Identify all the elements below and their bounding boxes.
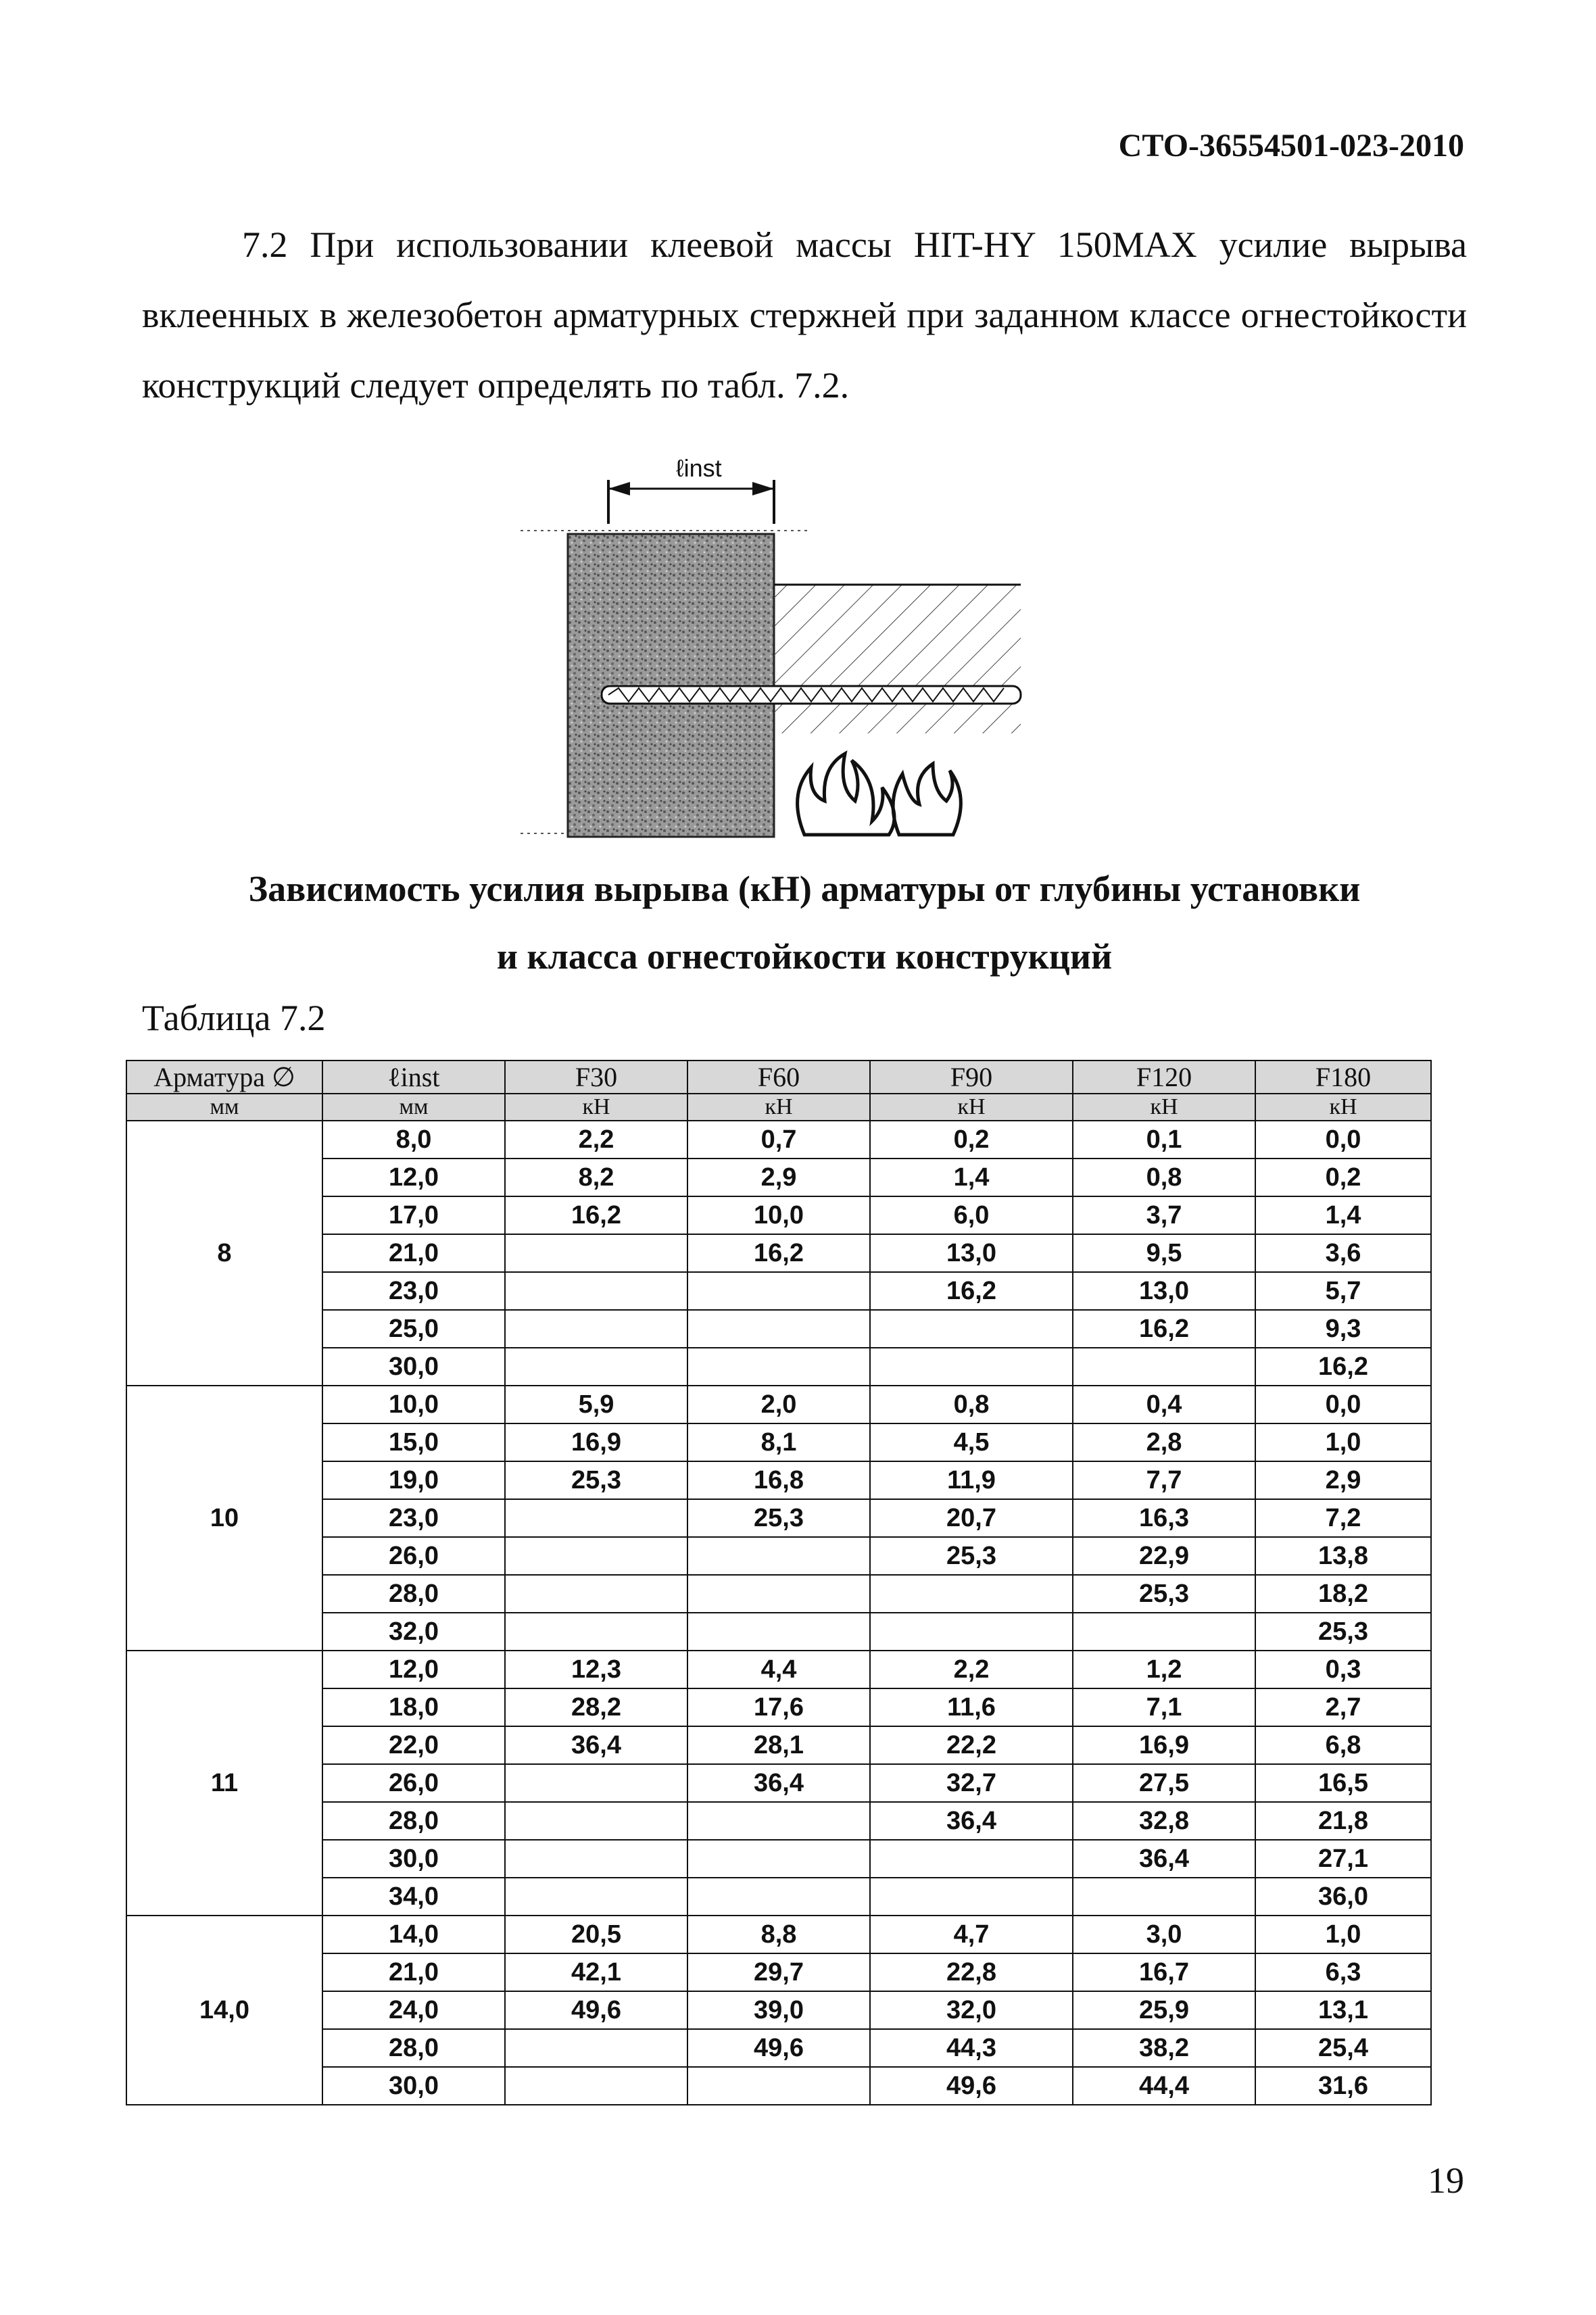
force-cell: 6,3 — [1255, 1953, 1431, 1991]
force-cell: 21,8 — [1255, 1802, 1431, 1840]
force-cell: 49,6 — [870, 2067, 1073, 2105]
force-cell: 16,7 — [1073, 1953, 1255, 1991]
force-cell: 25,4 — [1255, 2029, 1431, 2067]
depth-cell: 19,0 — [322, 1461, 505, 1499]
force-cell: 7,2 — [1255, 1499, 1431, 1537]
force-cell: 28,2 — [505, 1688, 687, 1726]
force-cell: 0,8 — [1073, 1159, 1255, 1196]
table-row — [126, 1121, 1431, 1159]
body-paragraph: 7.2 При использовании клеевой массы HIT-HY 150MAX усилие вырыва вклеенных в железобетон арматурных стержней при заданном классе огнестойкости конструкций следует определять по табл. 7.2. — [142, 224, 1467, 406]
force-cell: 3,6 — [1255, 1234, 1431, 1272]
force-cell: 2,2 — [505, 1121, 687, 1159]
force-cell — [687, 1878, 870, 1916]
anchor-diagram — [521, 449, 1048, 848]
table-row — [126, 1423, 1431, 1461]
table-row — [126, 1878, 1431, 1916]
force-cell: 22,9 — [1073, 1537, 1255, 1575]
depth-cell: 24,0 — [322, 1991, 505, 2029]
force-cell: 22,8 — [870, 1953, 1073, 1991]
force-cell: 5,9 — [505, 1386, 687, 1423]
force-cell — [687, 1802, 870, 1840]
force-cell: 25,3 — [1255, 1613, 1431, 1651]
table-row — [126, 1953, 1431, 1991]
force-cell: 7,7 — [1073, 1461, 1255, 1499]
page-number: 19 — [1428, 2160, 1464, 2201]
unit-cell: кН — [505, 1094, 687, 1121]
force-cell — [505, 1272, 687, 1310]
force-cell: 1,2 — [1073, 1651, 1255, 1688]
table-row — [126, 1272, 1431, 1310]
force-cell: 2,2 — [870, 1651, 1073, 1688]
table-row — [126, 1764, 1431, 1802]
force-cell: 6,8 — [1255, 1726, 1431, 1764]
header-cell: F30 — [505, 1061, 687, 1094]
force-cell: 16,2 — [687, 1234, 870, 1272]
force-cell: 22,2 — [870, 1726, 1073, 1764]
force-cell — [687, 1537, 870, 1575]
force-cell: 16,2 — [505, 1196, 687, 1234]
force-cell — [870, 1613, 1073, 1651]
force-cell: 29,7 — [687, 1953, 870, 1991]
table-row — [126, 1575, 1431, 1613]
force-cell: 8,8 — [687, 1916, 870, 1953]
force-cell: 27,1 — [1255, 1840, 1431, 1878]
force-cell: 36,0 — [1255, 1878, 1431, 1916]
force-cell: 1,4 — [870, 1159, 1073, 1196]
force-cell: 49,6 — [687, 2029, 870, 2067]
force-cell — [505, 1499, 687, 1537]
force-cell: 6,0 — [870, 1196, 1073, 1234]
depth-cell: 12,0 — [322, 1651, 505, 1688]
force-cell — [505, 1575, 687, 1613]
depth-cell: 23,0 — [322, 1499, 505, 1537]
force-cell: 25,3 — [505, 1461, 687, 1499]
force-cell — [505, 1537, 687, 1575]
force-cell: 27,5 — [1073, 1764, 1255, 1802]
diameter-cell: 11 — [126, 1651, 322, 1916]
force-cell: 28,1 — [687, 1726, 870, 1764]
diameter-cell: 8 — [126, 1121, 322, 1386]
force-cell: 16,2 — [1255, 1348, 1431, 1386]
force-cell: 4,5 — [870, 1423, 1073, 1461]
force-cell: 2,0 — [687, 1386, 870, 1423]
dimension-label: ℓinst — [676, 454, 722, 482]
force-cell: 18,2 — [1255, 1575, 1431, 1613]
header-cell: ℓinst — [322, 1061, 505, 1094]
force-cell: 16,2 — [870, 1272, 1073, 1310]
depth-cell: 25,0 — [322, 1310, 505, 1348]
force-cell — [687, 1840, 870, 1878]
force-cell: 25,3 — [687, 1499, 870, 1537]
force-cell: 32,0 — [870, 1991, 1073, 2029]
force-cell: 10,0 — [687, 1196, 870, 1234]
force-cell: 12,3 — [505, 1651, 687, 1688]
force-cell: 4,7 — [870, 1916, 1073, 1953]
depth-cell: 28,0 — [322, 1802, 505, 1840]
force-cell: 0,0 — [1255, 1386, 1431, 1423]
table-row — [126, 1916, 1431, 1953]
force-cell: 31,6 — [1255, 2067, 1431, 2105]
document-code: СТО-36554501-023-2010 — [1118, 128, 1464, 164]
force-cell: 11,9 — [870, 1461, 1073, 1499]
depth-cell: 22,0 — [322, 1726, 505, 1764]
table-row — [126, 1688, 1431, 1726]
force-cell: 44,4 — [1073, 2067, 1255, 2105]
units-row — [126, 1094, 1431, 1121]
force-cell: 16,3 — [1073, 1499, 1255, 1537]
force-cell — [505, 2029, 687, 2067]
table-row — [126, 1991, 1431, 2029]
pullout-force-table — [126, 1060, 1432, 2105]
header-cell: F60 — [687, 1061, 870, 1094]
force-cell — [505, 2067, 687, 2105]
force-cell: 16,8 — [687, 1461, 870, 1499]
force-cell: 16,5 — [1255, 1764, 1431, 1802]
header-cell: F90 — [870, 1061, 1073, 1094]
force-cell: 39,0 — [687, 1991, 870, 2029]
table-row — [126, 1348, 1431, 1386]
force-cell: 13,1 — [1255, 1991, 1431, 2029]
force-cell: 38,2 — [1073, 2029, 1255, 2067]
depth-cell: 30,0 — [322, 1840, 505, 1878]
force-cell — [870, 1575, 1073, 1613]
force-cell — [505, 1310, 687, 1348]
caption-line-1: Зависимость усилия вырыва (кН) арматуры от глубины установки — [248, 869, 1361, 909]
header-cell: F120 — [1073, 1061, 1255, 1094]
force-cell — [505, 1613, 687, 1651]
force-cell: 9,3 — [1255, 1310, 1431, 1348]
force-cell: 8,1 — [687, 1423, 870, 1461]
header-cell: Арматура ∅ — [126, 1061, 322, 1094]
header-cell: F180 — [1255, 1061, 1431, 1094]
depth-cell: 12,0 — [322, 1159, 505, 1196]
force-cell: 8,2 — [505, 1159, 687, 1196]
force-cell: 13,0 — [1073, 1272, 1255, 1310]
force-cell — [870, 1840, 1073, 1878]
table-row — [126, 1461, 1431, 1499]
force-cell: 16,2 — [1073, 1310, 1255, 1348]
table-row — [126, 1234, 1431, 1272]
force-cell: 25,9 — [1073, 1991, 1255, 2029]
table-row — [126, 1499, 1431, 1537]
force-cell: 0,8 — [870, 1386, 1073, 1423]
force-cell: 42,1 — [505, 1953, 687, 1991]
force-cell — [505, 1348, 687, 1386]
force-cell — [687, 1348, 870, 1386]
force-cell: 2,8 — [1073, 1423, 1255, 1461]
table-row — [126, 1651, 1431, 1688]
force-cell: 32,7 — [870, 1764, 1073, 1802]
force-cell: 32,8 — [1073, 1802, 1255, 1840]
table-row — [126, 1613, 1431, 1651]
table-body — [126, 1121, 1431, 2105]
force-cell — [870, 1348, 1073, 1386]
unit-cell: мм — [126, 1094, 322, 1121]
force-cell: 36,4 — [870, 1802, 1073, 1840]
force-cell: 25,3 — [870, 1537, 1073, 1575]
force-cell — [1073, 1878, 1255, 1916]
table-row — [126, 1159, 1431, 1196]
force-cell — [870, 1878, 1073, 1916]
depth-cell: 8,0 — [322, 1121, 505, 1159]
depth-cell: 10,0 — [322, 1386, 505, 1423]
depth-cell: 15,0 — [322, 1423, 505, 1461]
force-cell: 16,9 — [1073, 1726, 1255, 1764]
force-cell: 7,1 — [1073, 1688, 1255, 1726]
force-cell — [687, 1613, 870, 1651]
force-cell — [505, 1878, 687, 1916]
table-label: Таблица 7.2 — [142, 998, 326, 1038]
table-row — [126, 1840, 1431, 1878]
force-cell: 0,1 — [1073, 1121, 1255, 1159]
force-cell: 25,3 — [1073, 1575, 1255, 1613]
caption-line-2: и класса огнестойкости конструкций — [496, 936, 1113, 977]
depth-cell: 21,0 — [322, 1953, 505, 1991]
force-cell — [870, 1310, 1073, 1348]
force-cell: 1,0 — [1255, 1423, 1431, 1461]
unit-cell: кН — [870, 1094, 1073, 1121]
force-cell — [687, 1272, 870, 1310]
force-cell: 13,0 — [870, 1234, 1073, 1272]
force-cell: 3,0 — [1073, 1916, 1255, 1953]
force-cell — [687, 2067, 870, 2105]
depth-cell: 30,0 — [322, 2067, 505, 2105]
force-cell: 36,4 — [1073, 1840, 1255, 1878]
table-row — [126, 1196, 1431, 1234]
force-cell — [1073, 1348, 1255, 1386]
depth-cell: 30,0 — [322, 1348, 505, 1386]
depth-cell: 21,0 — [322, 1234, 505, 1272]
table-row — [126, 2067, 1431, 2105]
force-cell: 1,4 — [1255, 1196, 1431, 1234]
force-cell: 5,7 — [1255, 1272, 1431, 1310]
depth-cell: 26,0 — [322, 1764, 505, 1802]
force-cell: 3,7 — [1073, 1196, 1255, 1234]
force-cell: 36,4 — [505, 1726, 687, 1764]
depth-cell: 17,0 — [322, 1196, 505, 1234]
depth-cell: 28,0 — [322, 1575, 505, 1613]
force-cell: 20,5 — [505, 1916, 687, 1953]
table-row — [126, 1310, 1431, 1348]
force-cell: 9,5 — [1073, 1234, 1255, 1272]
depth-cell: 23,0 — [322, 1272, 505, 1310]
force-cell: 0,7 — [687, 1121, 870, 1159]
force-cell: 16,9 — [505, 1423, 687, 1461]
depth-cell: 34,0 — [322, 1878, 505, 1916]
force-cell: 2,7 — [1255, 1688, 1431, 1726]
force-cell — [505, 1840, 687, 1878]
force-cell: 17,6 — [687, 1688, 870, 1726]
force-cell: 2,9 — [687, 1159, 870, 1196]
table-row — [126, 1537, 1431, 1575]
force-cell: 0,0 — [1255, 1121, 1431, 1159]
force-cell: 11,6 — [870, 1688, 1073, 1726]
table-row — [126, 1386, 1431, 1423]
force-cell: 36,4 — [687, 1764, 870, 1802]
depth-cell: 14,0 — [322, 1916, 505, 1953]
force-cell: 13,8 — [1255, 1537, 1431, 1575]
force-cell: 49,6 — [505, 1991, 687, 2029]
unit-cell: кН — [1073, 1094, 1255, 1121]
installation-diagram-svg — [521, 449, 1048, 848]
diameter-cell: 14,0 — [126, 1916, 322, 2105]
depth-cell: 18,0 — [322, 1688, 505, 1726]
header-row — [126, 1061, 1431, 1094]
force-cell: 2,9 — [1255, 1461, 1431, 1499]
force-cell — [1073, 1613, 1255, 1651]
force-cell: 0,3 — [1255, 1651, 1431, 1688]
force-cell — [687, 1310, 870, 1348]
force-cell — [505, 1764, 687, 1802]
force-cell — [687, 1575, 870, 1613]
force-cell: 0,2 — [870, 1121, 1073, 1159]
force-cell: 4,4 — [687, 1651, 870, 1688]
unit-cell: кН — [1255, 1094, 1431, 1121]
force-cell: 1,0 — [1255, 1916, 1431, 1953]
table-row — [126, 1802, 1431, 1840]
table-row — [126, 1726, 1431, 1764]
force-cell: 0,2 — [1255, 1159, 1431, 1196]
force-cell — [505, 1234, 687, 1272]
depth-cell: 28,0 — [322, 2029, 505, 2067]
depth-cell: 26,0 — [322, 1537, 505, 1575]
depth-cell: 32,0 — [322, 1613, 505, 1651]
unit-cell: кН — [687, 1094, 870, 1121]
force-cell: 44,3 — [870, 2029, 1073, 2067]
force-cell: 20,7 — [870, 1499, 1073, 1537]
table-row — [126, 2029, 1431, 2067]
force-cell: 0,4 — [1073, 1386, 1255, 1423]
force-cell — [505, 1802, 687, 1840]
unit-cell: мм — [322, 1094, 505, 1121]
table-caption — [142, 855, 1467, 990]
diameter-cell: 10 — [126, 1386, 322, 1651]
